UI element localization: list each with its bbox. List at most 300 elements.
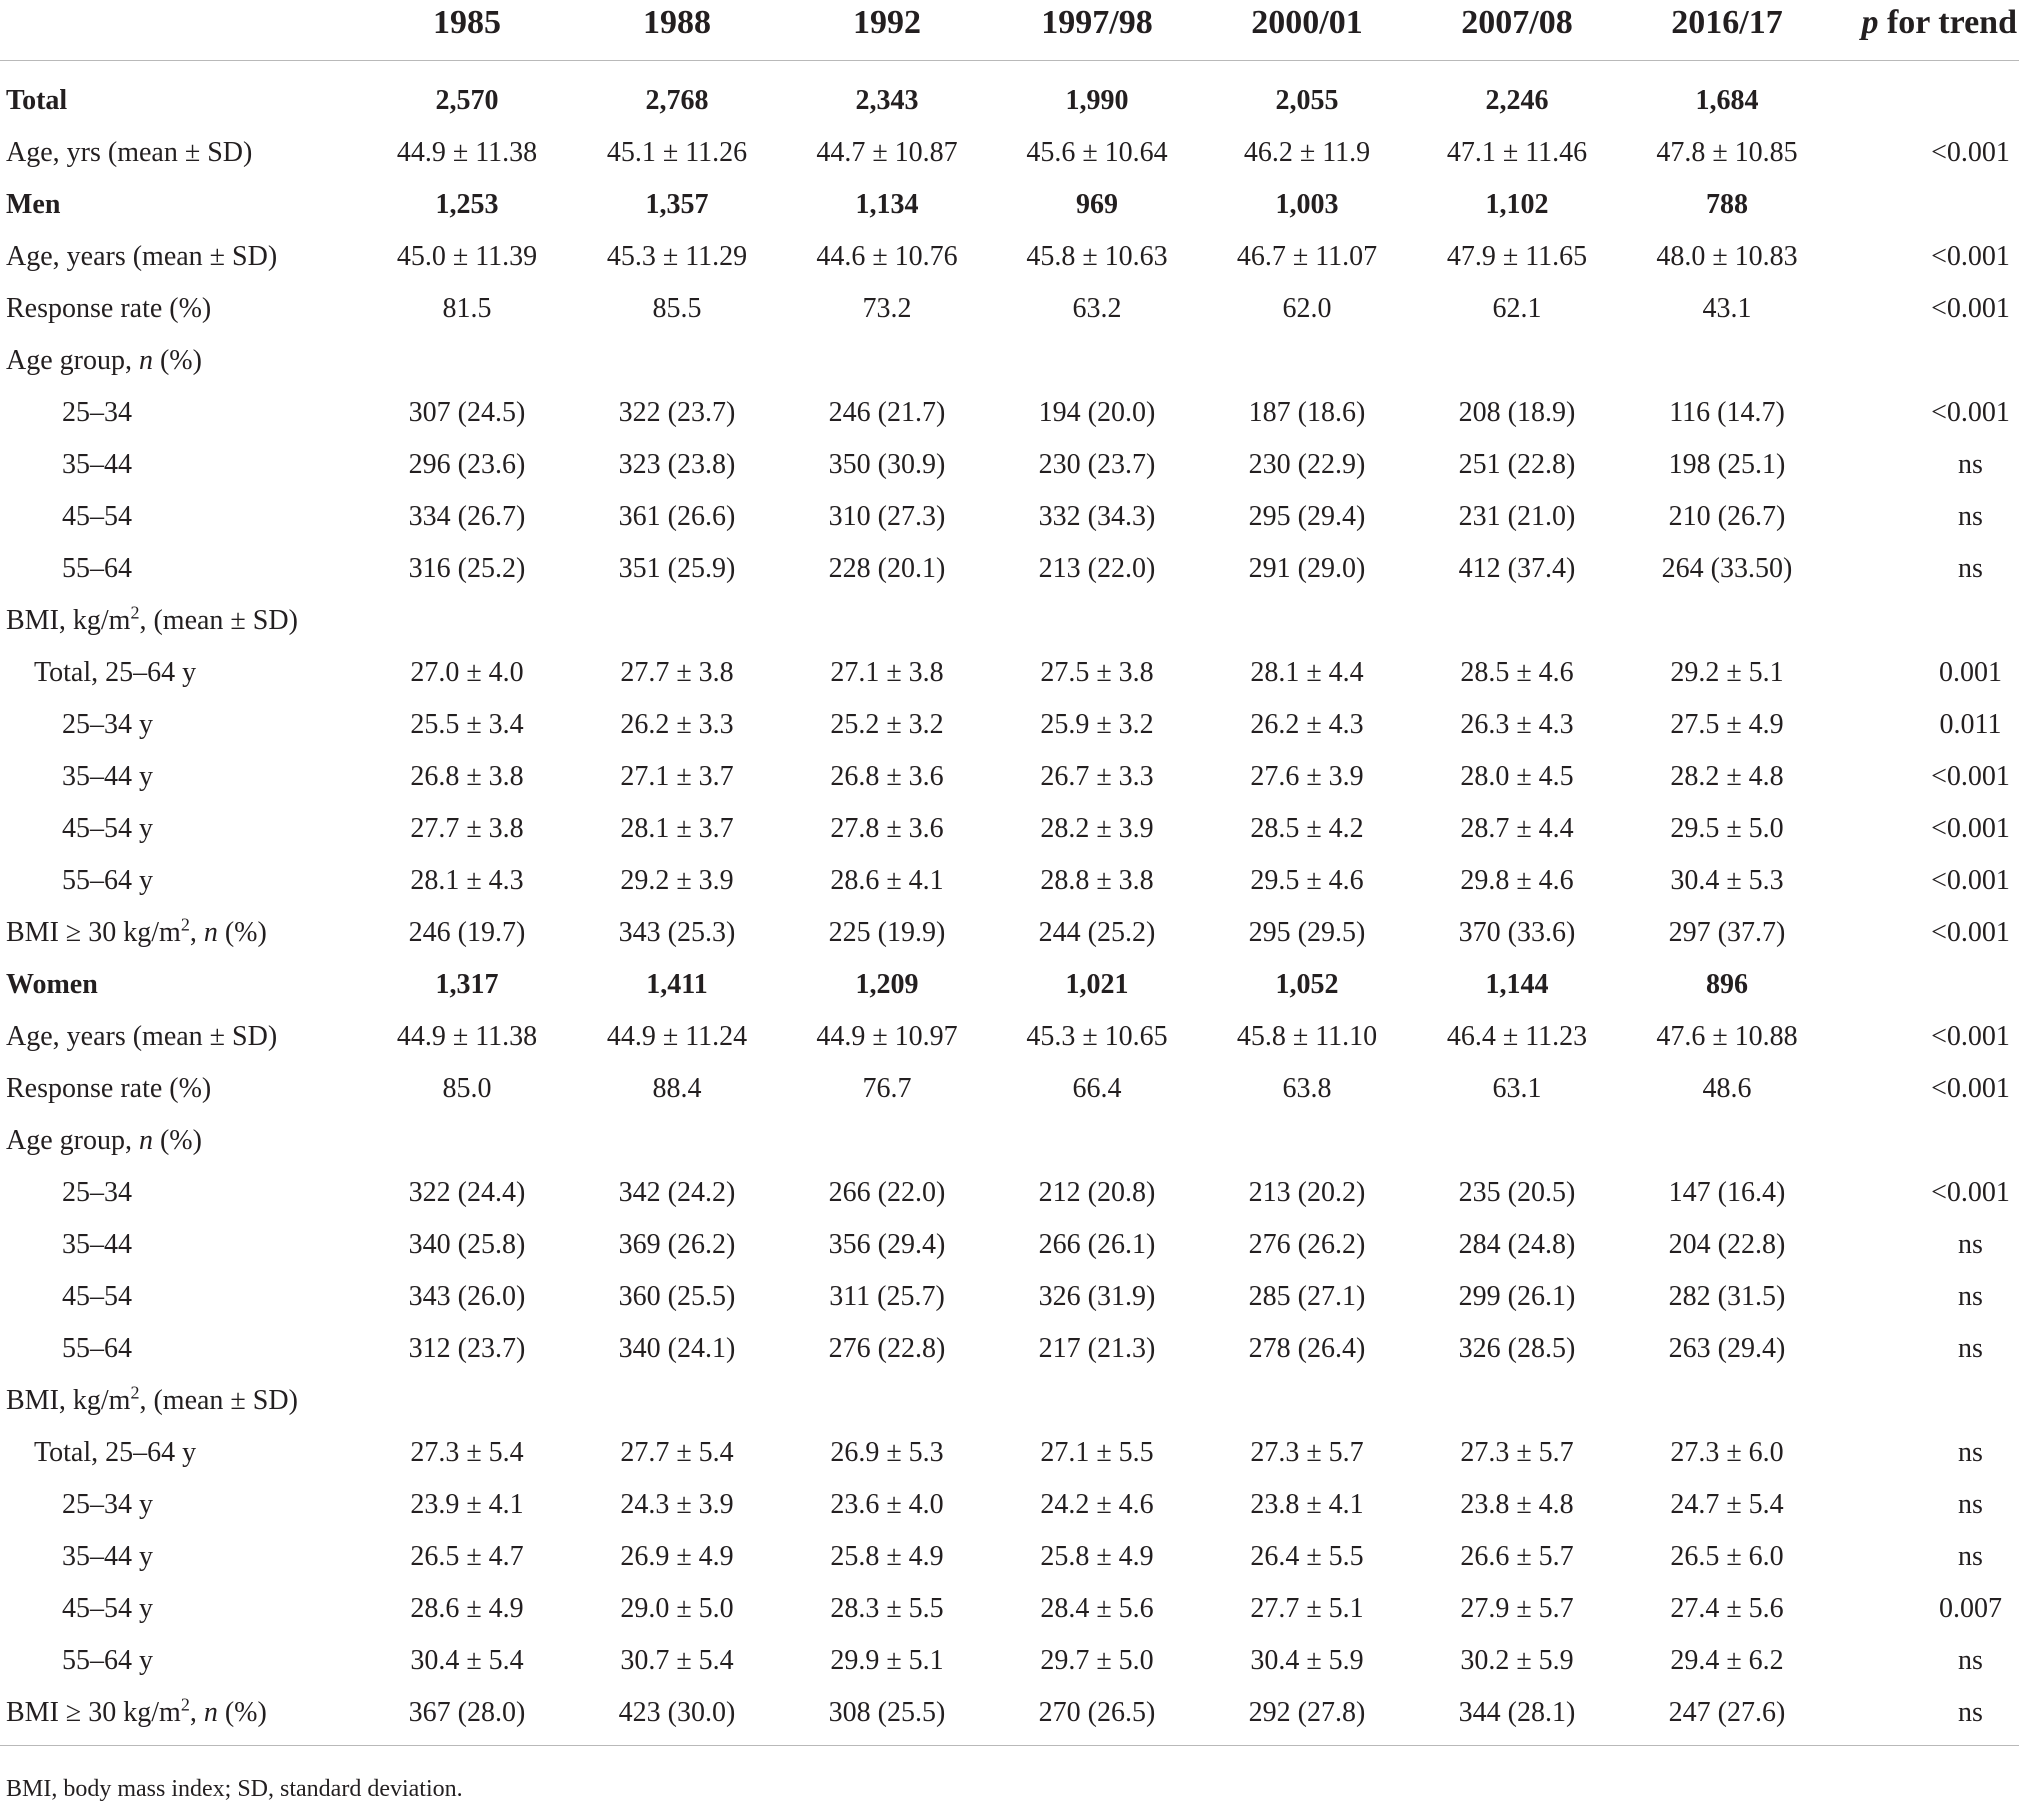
table-cell: 343 (26.0) <box>408 1281 526 1312</box>
table-cell: 1,990 <box>1065 85 1129 116</box>
table-cell: 28.5 ± 4.6 <box>1460 657 1574 688</box>
row-label: Response rate (%) <box>6 293 212 324</box>
table-cell: 27.7 ± 5.4 <box>620 1437 734 1468</box>
table-cell: 2,343 <box>855 85 919 116</box>
table-row <box>0 647 2019 699</box>
table-row <box>0 61 2019 128</box>
table-cell: 23.6 ± 4.0 <box>830 1489 944 1520</box>
table-cell: 308 (25.5) <box>782 1687 992 1746</box>
table-cell: 25.8 ± 4.9 <box>1040 1541 1154 1572</box>
table-cell: 27.4 ± 5.6 <box>1670 1593 1784 1624</box>
table-cell: 48.6 <box>1702 1073 1752 1104</box>
row-label-superscript: 2 <box>130 1382 140 1403</box>
row-label: 25–34 y <box>62 1489 153 1520</box>
table-cell: 1,102 <box>1485 189 1549 220</box>
row-label-text: Age group, <box>6 345 139 376</box>
p-trend-cell: 0.001 <box>1939 657 2002 688</box>
table-cell: 27.3 ± 5.7 <box>1460 1437 1574 1468</box>
table-cell: 29.4 ± 6.2 <box>1670 1645 1784 1676</box>
table-cell: 1,209 <box>855 969 919 1000</box>
p-trend-cell: ns <box>1958 1645 1983 1676</box>
table-cell: 26.9 ± 5.3 <box>830 1437 944 1468</box>
p-trend-cell: ns <box>1958 1333 1983 1364</box>
table-cell: 30.4 ± 5.9 <box>1250 1645 1364 1676</box>
table-cell: 307 (24.5) <box>408 397 526 428</box>
row-label: Total, 25–64 y <box>34 1437 197 1468</box>
table-cell <box>362 335 572 387</box>
table-cell: 969 <box>1076 189 1118 220</box>
table-cell: 230 (22.9) <box>1248 449 1366 480</box>
table-cell <box>362 1375 572 1427</box>
table-cell: 85.0 <box>442 1073 492 1104</box>
table-cell <box>572 335 782 387</box>
table-cell: 360 (25.5) <box>618 1281 736 1312</box>
table-cell: 285 (27.1) <box>1248 1281 1366 1312</box>
table-cell: 45.8 ± 10.63 <box>1026 241 1168 272</box>
table-cell: 295 (29.5) <box>1248 917 1366 948</box>
table-cell: 332 (34.3) <box>1038 501 1156 532</box>
p-trend-cell: 0.007 <box>1939 1593 2002 1624</box>
table-cell: 246 (19.7) <box>408 917 526 948</box>
table-cell: 246 (21.7) <box>828 397 946 428</box>
table-cell: 29.5 ± 4.6 <box>1250 865 1364 896</box>
table-row <box>0 1063 2019 1115</box>
table-cell: 2,055 <box>1275 85 1339 116</box>
table-cell: 25.8 ± 4.9 <box>830 1541 944 1572</box>
table-cell: 370 (33.6) <box>1458 917 1576 948</box>
row-label: 55–64 <box>62 553 132 584</box>
table-cell: 340 (25.8) <box>408 1229 526 1260</box>
table-cell: 311 (25.7) <box>829 1281 945 1312</box>
table-cell: 24.7 ± 5.4 <box>1670 1489 1784 1520</box>
table-cell: 27.1 ± 3.7 <box>620 761 734 792</box>
row-label: 45–54 <box>62 501 132 532</box>
table-cell: 28.5 ± 4.2 <box>1250 813 1364 844</box>
table-cell: 28.3 ± 5.5 <box>830 1593 944 1624</box>
table-row <box>0 1271 2019 1323</box>
table-cell: 44.9 ± 10.97 <box>816 1021 958 1052</box>
table-row <box>0 179 2019 231</box>
row-label <box>0 1375 362 1427</box>
table-cell: 26.8 ± 3.8 <box>410 761 524 792</box>
row-label: Age, years (mean ± SD) <box>6 241 278 272</box>
table-cell: 27.3 ± 5.4 <box>410 1437 524 1468</box>
table-cell <box>782 1115 992 1167</box>
table-cell <box>362 595 572 647</box>
table-cell: 291 (29.0) <box>1248 553 1366 584</box>
table-cell: 198 (25.1) <box>1668 449 1786 480</box>
table-cell: 27.3 ± 6.0 <box>1670 1437 1784 1468</box>
row-label <box>0 1687 362 1746</box>
row-label: 35–44 <box>62 1229 132 1260</box>
row-label: Women <box>6 969 98 1000</box>
table-cell: 46.2 ± 11.9 <box>1243 137 1371 168</box>
table-cell: 282 (31.5) <box>1668 1281 1786 1312</box>
table-cell: 1,052 <box>1275 969 1339 1000</box>
table-cell: 26.2 ± 4.3 <box>1250 709 1364 740</box>
p-trend-cell: ns <box>1958 1437 1983 1468</box>
table-cell: 342 (24.2) <box>618 1177 736 1208</box>
table-cell: 299 (26.1) <box>1458 1281 1576 1312</box>
table-cell: 26.4 ± 5.5 <box>1250 1541 1364 1572</box>
table-cell: 322 (23.7) <box>618 397 736 428</box>
table-cell: 28.6 ± 4.1 <box>830 865 944 896</box>
table-cell: 334 (26.7) <box>408 501 526 532</box>
table-cell: 29.0 ± 5.0 <box>620 1593 734 1624</box>
table-cell: 29.5 ± 5.0 <box>1670 813 1784 844</box>
table-row <box>0 1687 2019 1746</box>
table-row <box>0 1635 2019 1687</box>
table-cell: 297 (37.7) <box>1668 917 1786 948</box>
table-cell <box>1202 335 1412 387</box>
table-cell: 1,317 <box>435 969 499 1000</box>
table-cell: 356 (29.4) <box>828 1229 946 1260</box>
row-label-text: (%) <box>152 1125 202 1156</box>
table-cell: 312 (23.7) <box>408 1333 526 1364</box>
table-cell: 63.2 <box>1072 293 1122 324</box>
row-label-text: , (mean ± SD) <box>139 605 298 636</box>
header-row <box>0 0 2019 61</box>
table-cell: 266 (22.0) <box>828 1177 946 1208</box>
table-cell: 47.6 ± 10.88 <box>1656 1021 1798 1052</box>
p-trend-cell: <0.001 <box>1931 293 2010 324</box>
p-trend-cell: ns <box>1958 501 1983 532</box>
p-trend-cell <box>1832 595 2019 647</box>
table-cell: 28.1 ± 4.3 <box>410 865 524 896</box>
row-label: Men <box>6 189 61 220</box>
table-cell: 2,246 <box>1485 85 1549 116</box>
table-cell: 45.0 ± 11.39 <box>396 241 538 272</box>
table-cell <box>1412 335 1622 387</box>
p-trend-cell: ns <box>1958 1281 1983 1312</box>
table-row <box>0 127 2019 179</box>
table-cell <box>992 595 1202 647</box>
table-cell: 28.0 ± 4.5 <box>1460 761 1574 792</box>
p-trend-cell <box>1832 1375 2019 1427</box>
table-cell: 225 (19.9) <box>828 917 946 948</box>
table-cell: 264 (33.50) <box>1661 553 1793 584</box>
table-footnote: BMI, body mass index; SD, standard deviation. <box>6 1776 463 1802</box>
table-cell: 1,357 <box>645 189 709 220</box>
table-cell: 23.8 ± 4.8 <box>1460 1489 1574 1520</box>
table-cell: 28.8 ± 3.8 <box>1040 865 1154 896</box>
table-cell: 28.1 ± 3.7 <box>620 813 734 844</box>
table-cell: 85.5 <box>652 293 702 324</box>
table-row <box>0 1479 2019 1531</box>
table-cell: 228 (20.1) <box>828 553 946 584</box>
row-label-superscript: 2 <box>180 914 190 935</box>
table-cell: 208 (18.9) <box>1458 397 1576 428</box>
table-cell: 361 (26.6) <box>618 501 736 532</box>
table-cell: 26.7 ± 3.3 <box>1040 761 1154 792</box>
table-cell: 29.9 ± 5.1 <box>830 1645 944 1676</box>
row-label-text: (%) <box>217 1697 267 1728</box>
table-cell <box>1622 1115 1832 1167</box>
table-row <box>0 1167 2019 1219</box>
table-cell <box>572 1115 782 1167</box>
table-cell: 194 (20.0) <box>1038 397 1156 428</box>
table-cell <box>1202 1375 1412 1427</box>
table-cell: 29.7 ± 5.0 <box>1040 1645 1154 1676</box>
p-trend-cell: <0.001 <box>1931 241 2010 272</box>
table-cell <box>362 1115 572 1167</box>
row-label: 45–54 y <box>62 813 153 844</box>
table-cell: 45.3 ± 10.65 <box>1026 1021 1168 1052</box>
table-cell: 27.6 ± 3.9 <box>1250 761 1364 792</box>
row-label-text: BMI ≥ 30 kg/m <box>6 917 181 948</box>
table-cell: 24.2 ± 4.6 <box>1040 1489 1154 1520</box>
table-cell: 116 (14.7) <box>1669 397 1785 428</box>
table-cell: 28.2 ± 3.9 <box>1040 813 1154 844</box>
row-label-superscript: 2 <box>130 602 140 623</box>
table-cell: 343 (25.3) <box>618 917 736 948</box>
table-cell: 46.4 ± 11.23 <box>1446 1021 1588 1052</box>
table-cell: 26.3 ± 4.3 <box>1460 709 1574 740</box>
header-p-for-trend <box>1832 0 2019 61</box>
p-trend-cell: <0.001 <box>1931 1177 2010 1208</box>
table-row <box>0 699 2019 751</box>
table-cell: 1,411 <box>646 969 708 1000</box>
table-cell: 88.4 <box>652 1073 702 1104</box>
table-cell: 26.9 ± 4.9 <box>620 1541 734 1572</box>
table-cell: 147 (16.4) <box>1668 1177 1786 1208</box>
table-cell: 25.9 ± 3.2 <box>1040 709 1154 740</box>
table-cell: 340 (24.1) <box>618 1333 736 1364</box>
table-cell: 310 (27.3) <box>828 501 946 532</box>
table-cell: 26.2 ± 3.3 <box>620 709 734 740</box>
table-cell: 204 (22.8) <box>1668 1229 1786 1260</box>
table-cell: 45.8 ± 11.10 <box>1236 1021 1378 1052</box>
p-trend-cell: ns <box>1958 1229 1983 1260</box>
row-label <box>0 1115 362 1167</box>
table-cell: 213 (20.2) <box>1248 1177 1366 1208</box>
table-row <box>0 491 2019 543</box>
table-cell: 26.5 ± 6.0 <box>1670 1541 1784 1572</box>
row-label <box>0 907 362 959</box>
table-cell: 43.1 <box>1702 293 1752 324</box>
p-trend-cell: <0.001 <box>1931 865 2010 896</box>
p-trend-cell: 0.011 <box>1939 709 2002 740</box>
header-p-italic: p <box>1861 4 1879 41</box>
table-body <box>0 61 2019 1746</box>
table-cell: 44.9 ± 11.38 <box>396 137 538 168</box>
table-cell: 247 (27.6) <box>1622 1687 1832 1746</box>
table-cell: 47.8 ± 10.85 <box>1656 137 1798 168</box>
table-cell: 27.1 ± 5.5 <box>1040 1437 1154 1468</box>
table-cell: 26.5 ± 4.7 <box>410 1541 524 1572</box>
table-cell <box>782 595 992 647</box>
p-trend-cell <box>1832 61 2019 128</box>
table-cell: 44.6 ± 10.76 <box>816 241 958 272</box>
p-trend-cell: ns <box>1958 553 1983 584</box>
table-cell: 25.2 ± 3.2 <box>830 709 944 740</box>
table-cell: 29.2 ± 3.9 <box>620 865 734 896</box>
table-header <box>0 0 2019 61</box>
header-year: 2007/08 <box>1412 0 1622 61</box>
table-cell: 263 (29.4) <box>1668 1333 1786 1364</box>
table-cell: 276 (26.2) <box>1248 1229 1366 1260</box>
p-trend-cell: <0.001 <box>1931 761 2010 792</box>
table-row <box>0 283 2019 335</box>
row-label-text: Age group, <box>6 1125 139 1156</box>
table-cell: 28.7 ± 4.4 <box>1460 813 1574 844</box>
table-cell: 230 (23.7) <box>1038 449 1156 480</box>
table-cell: 27.8 ± 3.6 <box>830 813 944 844</box>
table-cell: 62.0 <box>1282 293 1332 324</box>
table-cell: 1,021 <box>1065 969 1129 1000</box>
table-cell: 1,253 <box>435 189 499 220</box>
table-cell: 27.3 ± 5.7 <box>1250 1437 1364 1468</box>
table-cell: 76.7 <box>862 1073 912 1104</box>
row-label: 35–44 y <box>62 1541 153 1572</box>
table-cell: 1,684 <box>1695 85 1759 116</box>
table-row <box>0 803 2019 855</box>
table-cell: 270 (26.5) <box>992 1687 1202 1746</box>
table-cell: 23.9 ± 4.1 <box>410 1489 524 1520</box>
table-cell: 63.8 <box>1282 1073 1332 1104</box>
table-row <box>0 231 2019 283</box>
table-row <box>0 959 2019 1011</box>
table-cell: 412 (37.4) <box>1458 553 1576 584</box>
table-cell: 27.7 ± 3.8 <box>410 813 524 844</box>
table-cell <box>1622 1375 1832 1427</box>
table-cell: 29.2 ± 5.1 <box>1670 657 1784 688</box>
table-cell: 47.9 ± 11.65 <box>1446 241 1588 272</box>
row-label: 25–34 <box>62 1177 132 1208</box>
table-cell: 48.0 ± 10.83 <box>1656 241 1798 272</box>
table-cell: 276 (22.8) <box>828 1333 946 1364</box>
table-cell: 46.7 ± 11.07 <box>1236 241 1378 272</box>
row-label-text: (%) <box>152 345 202 376</box>
row-label: Age, years (mean ± SD) <box>6 1021 278 1052</box>
row-label: 35–44 y <box>62 761 153 792</box>
table-cell: 1,003 <box>1275 189 1339 220</box>
table-cell <box>992 335 1202 387</box>
table-cell: 29.8 ± 4.6 <box>1460 865 1574 896</box>
table-cell: 62.1 <box>1492 293 1542 324</box>
row-label-text: BMI ≥ 30 kg/m <box>6 1697 181 1728</box>
table-row <box>0 1011 2019 1063</box>
table-cell: 66.4 <box>1072 1073 1122 1104</box>
row-label: 45–54 y <box>62 1593 153 1624</box>
table-row <box>0 1219 2019 1271</box>
table-cell <box>572 595 782 647</box>
table-cell <box>992 1375 1202 1427</box>
p-trend-cell <box>1832 1115 2019 1167</box>
table-cell: 212 (20.8) <box>1038 1177 1156 1208</box>
row-label-text: BMI, kg/m <box>6 605 131 636</box>
header-year: 1985 <box>362 0 572 61</box>
p-trend-cell: <0.001 <box>1931 397 2010 428</box>
table-row <box>0 1115 2019 1167</box>
row-label-text: BMI, kg/m <box>6 1385 131 1416</box>
table-cell: 27.7 ± 5.1 <box>1250 1593 1364 1624</box>
table-row <box>0 1583 2019 1635</box>
row-label-text: , <box>189 917 204 948</box>
table-cell: 296 (23.6) <box>408 449 526 480</box>
table-cell: 251 (22.8) <box>1458 449 1576 480</box>
table-cell: 423 (30.0) <box>572 1687 782 1746</box>
table-cell: 27.0 ± 4.0 <box>410 657 524 688</box>
row-label-italic: n <box>203 917 218 948</box>
table-cell <box>1202 595 1412 647</box>
row-label-italic: n <box>138 345 153 376</box>
table-cell: 326 (28.5) <box>1458 1333 1576 1364</box>
table-cell: 73.2 <box>862 293 912 324</box>
table-cell: 30.2 ± 5.9 <box>1460 1645 1574 1676</box>
table-cell: 44.9 ± 11.24 <box>606 1021 748 1052</box>
table-cell: 44.7 ± 10.87 <box>816 137 958 168</box>
row-label: 25–34 <box>62 397 132 428</box>
p-trend-cell: <0.001 <box>1931 917 2010 948</box>
p-trend-cell: <0.001 <box>1931 1073 2010 1104</box>
table-cell: 28.6 ± 4.9 <box>410 1593 524 1624</box>
table-cell: 292 (27.8) <box>1202 1687 1412 1746</box>
table-row <box>0 335 2019 387</box>
table-cell: 231 (21.0) <box>1458 501 1576 532</box>
p-trend-cell: <0.001 <box>1931 1021 2010 1052</box>
table-row <box>0 751 2019 803</box>
row-label-text: , <box>189 1697 204 1728</box>
table-cell: 896 <box>1706 969 1748 1000</box>
p-trend-cell: ns <box>1958 449 1983 480</box>
table-cell: 1,144 <box>1485 969 1549 1000</box>
p-trend-cell <box>1832 959 2019 1011</box>
table-cell: 2,768 <box>645 85 709 116</box>
table-cell: 28.2 ± 4.8 <box>1670 761 1784 792</box>
table-cell: 47.1 ± 11.46 <box>1446 137 1588 168</box>
table-cell <box>1412 1115 1622 1167</box>
table-cell: 30.7 ± 5.4 <box>620 1645 734 1676</box>
header-p-rest: for trend <box>1878 4 2017 41</box>
row-label: 25–34 y <box>62 709 153 740</box>
table-cell: 63.1 <box>1492 1073 1542 1104</box>
row-label-text: , (mean ± SD) <box>139 1385 298 1416</box>
p-trend-cell: ns <box>1832 1687 2019 1746</box>
row-label-superscript: 2 <box>180 1694 190 1715</box>
table-cell <box>1622 335 1832 387</box>
row-label-italic: n <box>203 1697 218 1728</box>
table-cell: 24.3 ± 3.9 <box>620 1489 734 1520</box>
table-cell: 28.1 ± 4.4 <box>1250 657 1364 688</box>
row-label: 55–64 <box>62 1333 132 1364</box>
table-cell: 217 (21.3) <box>1038 1333 1156 1364</box>
table-cell: 27.9 ± 5.7 <box>1460 1593 1574 1624</box>
table-cell: 2,570 <box>435 85 499 116</box>
table-cell: 27.5 ± 4.9 <box>1670 709 1784 740</box>
table-row <box>0 907 2019 959</box>
table-cell: 27.5 ± 3.8 <box>1040 657 1154 688</box>
table-cell: 284 (24.8) <box>1458 1229 1576 1260</box>
table-cell: 28.4 ± 5.6 <box>1040 1593 1154 1624</box>
table-cell: 351 (25.9) <box>618 553 736 584</box>
p-trend-cell: <0.001 <box>1931 813 2010 844</box>
p-trend-cell <box>1832 179 2019 231</box>
table-row <box>0 1427 2019 1479</box>
table-cell: 278 (26.4) <box>1248 1333 1366 1364</box>
table-cell <box>782 1375 992 1427</box>
header-year: 1988 <box>572 0 782 61</box>
row-label: 55–64 y <box>62 865 153 896</box>
table-cell: 26.6 ± 5.7 <box>1460 1541 1574 1572</box>
table-cell: 369 (26.2) <box>618 1229 736 1260</box>
table-cell: 235 (20.5) <box>1458 1177 1576 1208</box>
row-label: 35–44 <box>62 449 132 480</box>
row-label <box>0 335 362 387</box>
p-trend-cell: ns <box>1958 1489 1983 1520</box>
row-label: Total <box>6 85 68 116</box>
table-row <box>0 543 2019 595</box>
